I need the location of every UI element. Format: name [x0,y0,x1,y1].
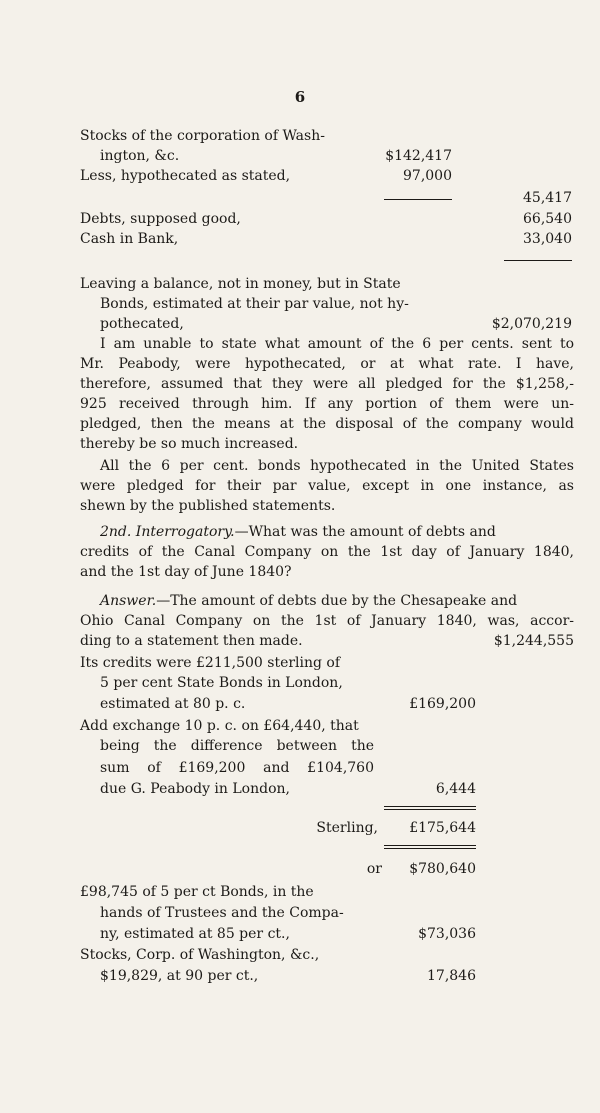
sterling-amount: £175,644 [409,820,476,836]
stocks-line-1: Stocks of the corporation of Wash- [80,128,325,144]
answer-line-3: ding to a statement then made. [80,633,303,649]
answer-text: —The amount of debts due by the Chesapeake and [156,593,518,609]
balance-amount: $2,070,219 [491,316,572,332]
exchange-line-2: being the difference between the [100,738,374,754]
bonds-amount: $73,036 [418,926,476,942]
stocks-line-2: ington, &c. [100,148,180,164]
exchange-amount: 6,444 [435,781,476,797]
interrogatory-label: 2nd. Interrogatory. [100,524,235,540]
bonds-line-3: ny, estimated at 85 per ct., [100,926,290,942]
exchange-line-1: Add exchange 10 p. c. on £64,440, that [80,718,359,734]
cash-amount: 33,040 [523,231,572,247]
corp-stocks-line-2: $19,829, at 90 per ct., [100,968,259,984]
credits-line-1: Its credits were £211,500 sterling of [80,655,341,671]
debts-amount: 66,540 [523,211,572,227]
bonds-line-2: hands of Trustees and the Compa- [100,905,344,921]
dollars-amount: $780,640 [409,861,476,877]
sterling-rule [384,806,476,810]
para1-line-3: therefore, assumed that they were all pledged for the $1,258,- [80,376,574,392]
para2-line-2: were pledged for their par value, except in one instance, as [80,478,574,494]
total-rule [504,260,572,261]
corp-stocks-amount: 17,846 [427,968,476,984]
subtotal-rule [384,199,452,200]
credits-line-2: 5 per cent State Bonds in London, [100,675,343,691]
corp-stocks-line-1: Stocks, Corp. of Washington, &c., [80,947,320,963]
page-number: 6 [294,88,306,106]
para2-line-3: shewn by the published statements. [80,498,336,514]
para1-line-5: pledged, then the means at the disposal of the company would [80,416,574,432]
exchange-line-3: sum of £169,200 and £104,760 [100,760,374,776]
para1-line-2: Mr. Peabody, were hypothecated, or at what rate. I have, [80,356,574,372]
credits-line-3: estimated at 80 p. c. [100,696,246,712]
answer-label: Answer. [100,593,157,609]
para1-line-1: I am unable to state what amount of the 6 per cents. sent to [100,336,574,352]
exchange-line-4: due G. Peabody in London, [100,781,290,797]
interrogatory-line-2: credits of the Canal Company on the 1st day of January 1840, [80,544,574,560]
debts-label: Debts, supposed good, [80,211,241,227]
stocks-net-amount: 45,417 [523,190,572,206]
para2-line-1: All the 6 per cent. bonds hypothecated in the United States [100,458,574,474]
credits-amount: £169,200 [409,696,476,712]
interrogatory-line-3: and the 1st day of June 1840? [80,564,292,580]
para1-line-6: thereby be so much increased. [80,436,299,452]
interrogatory-line-1 [100,524,496,541]
sterling-label: Sterling, [316,820,378,836]
para1-line-4: 925 received through him. If any portion of them were un- [80,396,574,412]
balance-line-2: Bonds, estimated at their par value, not hy- [100,296,409,312]
balance-line-3: pothecated, [100,316,184,332]
bonds-line-1: £98,745 of 5 per ct Bonds, in the [80,884,314,900]
answer-line-2: Ohio Canal Company on the 1st of January 1840, was, accor- [80,613,574,629]
balance-line-1: Leaving a balance, not in money, but in State [80,276,401,292]
less-hypothecated-amount: 97,000 [403,168,452,184]
less-hypothecated-label: Less, hypothecated as stated, [80,168,291,184]
answer-line-1 [100,593,517,610]
answer-amount: $1,244,555 [493,633,574,649]
cash-label: Cash in Bank, [80,231,179,247]
dollars-label: or [366,861,382,877]
dollars-rule [384,845,476,849]
stocks-gross-amount: $142,417 [385,148,452,164]
interrogatory-question: —What was the amount of debts and [234,524,496,540]
